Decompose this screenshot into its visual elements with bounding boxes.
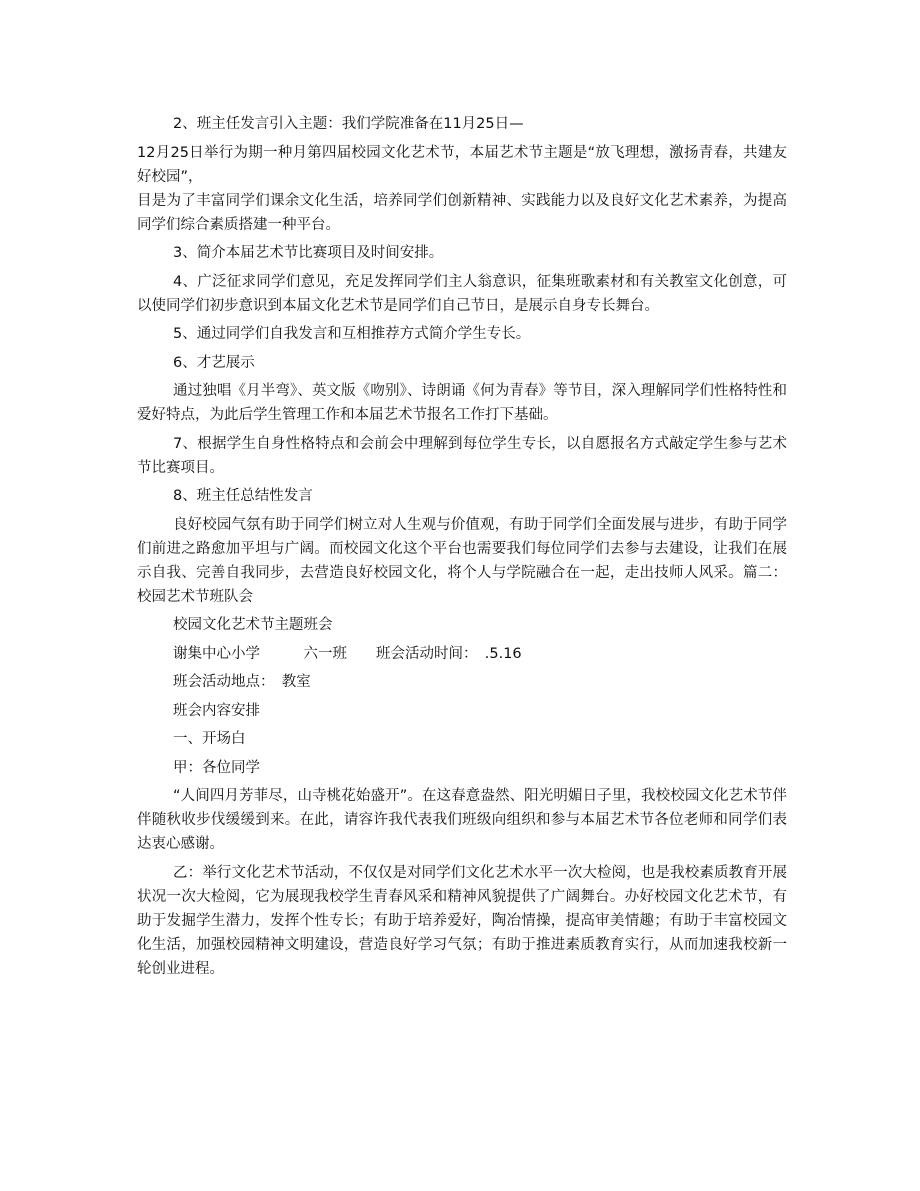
paragraph-14: 班会活动地点： 教室 (173, 674, 311, 690)
paragraph-13: 谢集中心小学 六一班 班会活动时间： .5.16 (173, 645, 522, 662)
paragraph-2: 12月25日举行为期一种月第四届校园文化艺术节，本届艺术节主题是“放飞理想，激扬青春，共建友好校园”， (137, 144, 787, 185)
paragraph-8: 通过独唱《月半弯》、英文版《吻别》、诗朗诵《何为青春》等节目，深入理解同学们性格特性和爱好特点，为此后学生管理工作和本届艺术节报名工作打下基础。 (137, 383, 787, 423)
paragraph-3: 目是为了丰富同学们课余文化生活，培养同学们创新精神、实践能力以及良好文化艺术素养，为提高同学们综合素质搭建一种平台。 (137, 192, 787, 233)
paragraph-11: 良好校园气氛有助于同学们树立对人生观与价值观，有助于同学们全面发展与进步，有助于同学们前进之路愈加平坦与广阔。而校园文化这个平台也需要我们每位同学们去参与去建设，让我们在展示自我、完善自我同步，去营造良好校园文化，将个人与学院融合在一起，走出技师人风采。篇二：校园艺术节班队会 (137, 516, 787, 605)
paragraph-5: 4、广泛征求同学们意见，充足发挥同学们主人翁意识，征集班歌素材和有关教室文化创意，可以使同学们初步意识到本届文化艺术节是同学们自己节日，是展示自身专长舞台。 (137, 273, 787, 314)
paragraph-17: 甲：各位同学 (173, 759, 260, 776)
paragraph-10: 8、班主任总结性发言 (173, 488, 313, 504)
paragraph-1: 2、班主任发言引入主题：我们学院准备在11月25日— (173, 116, 524, 132)
paragraph-9: 7、根据学生自身性格特点和会前会中理解到每位学生专长，以自愿报名方式敲定学生参与艺术节比赛项目。 (137, 435, 787, 476)
paragraph-7: 6、才艺展示 (173, 354, 255, 371)
paragraph-16: 一、开场白 (173, 731, 246, 747)
paragraph-12: 校园文化艺术节主题班会 (173, 617, 333, 633)
document-body (137, 112, 787, 985)
paragraph-19: 乙：举行文化艺术节活动，不仅仅是对同学们文化艺术水平一次大检阅，也是我校素质教育开展状况一次大检阅，它为展现我校学生青春风采和精神风貌提供了广阔舞台。办好校园文化艺术节，有助于发掘学生潜力，发挥个性专长；有助于培养爱好，陶冶情操，提高审美情趣；有助于丰富校园文化生活，加强校园精神文明建设，营造良好学习气氛；有助于推进素质教育实行，从而加速我校新一轮创业进程。 (137, 864, 787, 977)
paragraph-18: “人间四月芳菲尽，山寺桃花始盛开”。在这春意盎然、阳光明媚日子里，我校校园文化艺术节伴伴随秋收步伐缓缓到来。在此，请容许我代表我们班级向组织和参与本届艺术节各位老师和同学们表达衷心感谢。 (137, 788, 787, 852)
paragraph-15: 班会内容安排 (173, 702, 260, 719)
paragraph-4: 3、简介本届艺术节比赛项目及时间安排。 (173, 245, 444, 261)
paragraph-6: 5、通过同学们自我发言和互相推荐方式简介学生专长。 (173, 326, 531, 342)
